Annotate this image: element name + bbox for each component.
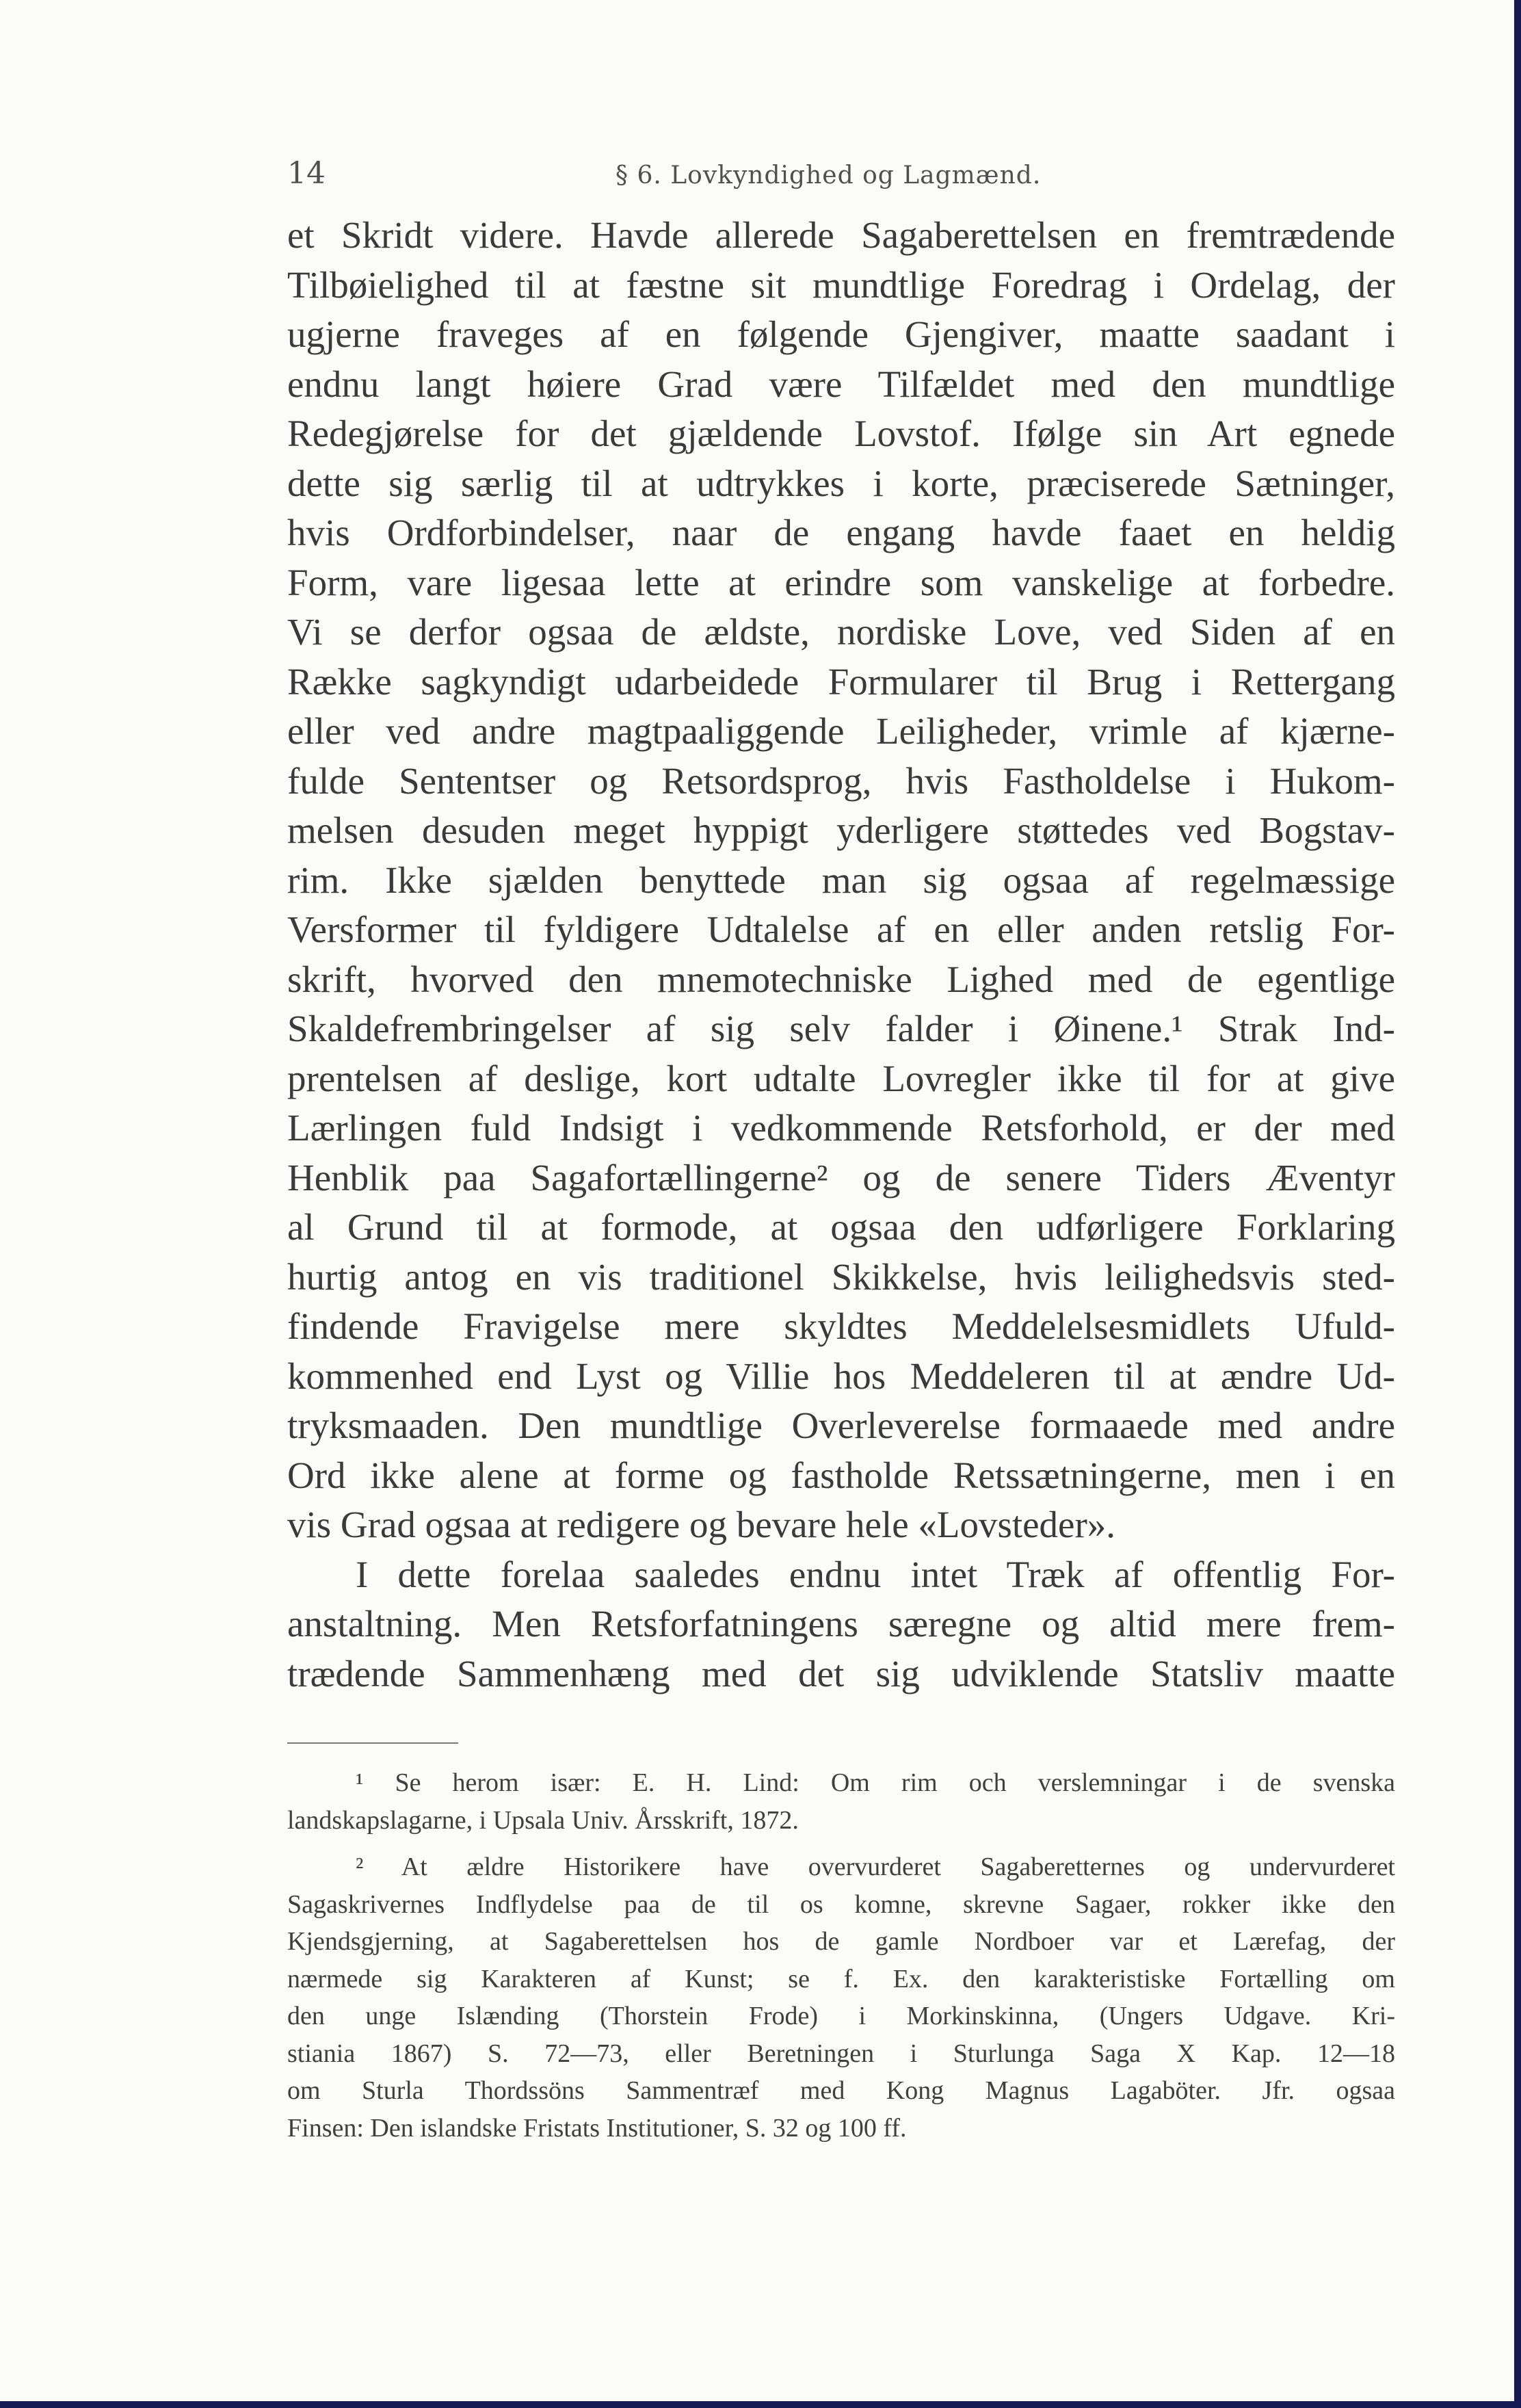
body-line: hvis Ordforbindelser, naar de engang havde faaet en heldig	[287, 512, 1395, 553]
body-line: prentelsen af deslige, kort udtalte Lovregler ikke til for at give	[287, 1057, 1395, 1099]
body-line: Versformer til fyldigere Udtalelse af en eller anden retslig For-	[287, 908, 1395, 950]
body-line: skrift, hvorved den mnemotechniske Lighed med de egentlige	[287, 958, 1395, 1000]
body-line: trædende Sammenhæng med det sig udviklende Statsliv maatte	[287, 1652, 1395, 1694]
footnote	[287, 1764, 1395, 1839]
body-line: hurtig antog en vis traditionel Skikkelse, hvis leilighedsvis sted-	[287, 1255, 1395, 1298]
footnote-line: ¹ Se herom især: E. H. Lind: Om rim och verslemningar i de svenska	[356, 1768, 1395, 1797]
footnote	[287, 1848, 1395, 2147]
body-line: Vi se derfor ogsaa de ældste, nordiske Love, ved Siden af en	[287, 611, 1395, 653]
body-line: Skaldefrembringelser af sig selv falder i Øinene.¹ Strak Ind-	[287, 1008, 1395, 1049]
body-line: endnu langt høiere Grad være Tilfældet med den mundtlige	[287, 363, 1395, 405]
footnote-rule	[287, 1742, 458, 1744]
footnote-line: nærmede sig Karakteren af Kunst; se f. Ex. den karakteristiske Fortælling om	[287, 1964, 1395, 1993]
body-line: findende Fravigelse mere skyldtes Meddelelsesmidlets Ufuld-	[287, 1305, 1395, 1347]
body-line: kommenhed end Lyst og Villie hos Meddeleren til at ændre Ud-	[287, 1354, 1395, 1397]
body-line: Række sagkyndigt udarbeidede Formularer til Brug i Rettergang	[287, 660, 1395, 703]
body-line: eller ved andre magtpaaliggende Leiligheder, vrimle af kjærne-	[287, 710, 1395, 752]
page-number: 14	[287, 156, 326, 191]
footnote-line: om Sturla Thordssöns Sammentræf med Kong Magnus Lagaböter. Jfr. ogsaa	[287, 2076, 1395, 2105]
body-line: ugjerne fraveges af en følgende Gjengiver, maatte saadant i	[287, 313, 1395, 355]
body-line: Tilbøielighed til at fæstne sit mundtlige Foredrag i Ordelag, der	[287, 263, 1395, 306]
footnotes	[287, 1764, 1395, 2147]
footnote-line: landskapslagarne, i Upsala Univ. Årsskrift, 1872.	[287, 1805, 799, 1835]
body-line: Henblik paa Sagafortællingerne² og de senere Tiders Æventyr	[287, 1156, 1395, 1199]
body-line: dette sig særlig til at udtrykkes i korte, præciserede Sætninger,	[287, 462, 1395, 504]
body-line: fulde Sententser og Retsordsprog, hvis Fastholdelse i Hukom-	[287, 759, 1395, 802]
body-line: I dette forelaa saaledes endnu intet Træk af offentlig For-	[356, 1553, 1395, 1595]
body-line: et Skridt videre. Havde allerede Sagaberettelsen en fremtrædende	[287, 214, 1395, 256]
body-line: al Grund til at formode, at ogsaa den udførligere Forklaring	[287, 1206, 1395, 1248]
footnote-line: Kjendsgjerning, at Sagaberettelsen hos de gamle Nordboer var et Lærefag, der	[287, 1927, 1395, 1956]
running-title: § 6. Lovkyndighed og Lagmænd.	[616, 161, 1042, 189]
body-line: vis Grad ogsaa at redigere og bevare hele «Lovsteder».	[287, 1504, 1116, 1545]
body-line: Ord ikke alene at forme og fastholde Retssætningerne, men i en	[287, 1454, 1395, 1496]
footnote-line: stiania 1867) S. 72—73, eller Beretningen i Sturlunga Saga X Kap. 12—18	[287, 2039, 1395, 2068]
body-line: Form, vare ligesaa lette at erindre som vanskelige at forbedre.	[287, 561, 1395, 603]
footnote-line: Finsen: Den islandske Fristats Institutioner, S. 32 og 100 ff.	[287, 2113, 907, 2143]
body-text	[287, 211, 1395, 1699]
footnote-line: ² At ældre Historikere have overvurderet Sagaberetternes og undervurderet	[356, 1853, 1395, 1881]
body-line: anstaltning. Men Retsforfatningens særegne og altid mere frem-	[287, 1603, 1395, 1645]
footnote-line: Sagaskrivernes Indflydelse paa de til os komne, skrevne Sagaer, rokker ikke den	[287, 1889, 1395, 1919]
running-head	[287, 156, 1395, 211]
book-page	[287, 156, 1395, 2147]
body-line: rim. Ikke sjælden benyttede man sig ogsaa af regelmæssige	[287, 859, 1395, 901]
body-line: Redegjørelse for det gjældende Lovstof. Ifølge sin Art egnede	[287, 413, 1395, 454]
body-line: melsen desuden meget hyppigt yderligere støttedes ved Bogstav-	[287, 809, 1395, 851]
body-line: tryksmaaden. Den mundtlige Overleverelse formaaede med andre	[287, 1404, 1395, 1446]
footnote-line: den unge Islænding (Thorstein Frode) i Morkinskinna, (Ungers Udgave. Kri-	[287, 2002, 1395, 2030]
body-line: Lærlingen fuld Indsigt i vedkommende Retsforhold, er der med	[287, 1107, 1395, 1149]
